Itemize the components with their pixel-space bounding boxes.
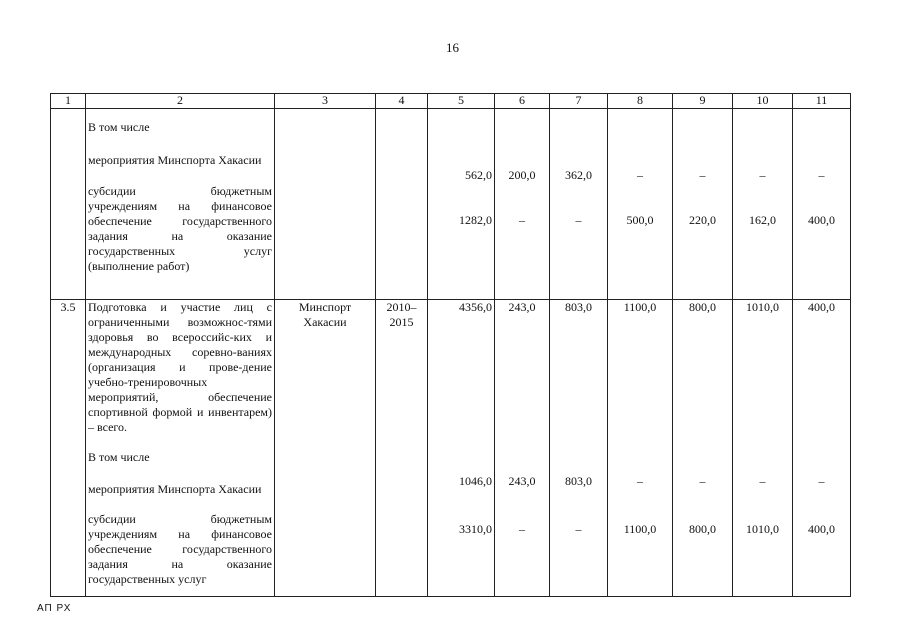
footer-mark: АП РХ — [37, 603, 72, 614]
value-cell: 562,0 1282,0 — [428, 109, 495, 300]
row-number-cell — [51, 109, 86, 300]
executor-cell: Минспорт Хакасии — [275, 300, 376, 597]
col-header: 3 — [275, 94, 376, 109]
subitem-text: мероприятия Минспорта Хакасии — [88, 482, 262, 496]
value-cell: 1100,0 – 1100,0 — [608, 300, 673, 597]
program-table — [50, 93, 851, 597]
value-cell: – 400,0 — [793, 109, 851, 300]
including-label: В том числе — [88, 450, 150, 464]
description-cell — [86, 109, 275, 300]
page-number: 16 — [446, 40, 459, 55]
col-header: 6 — [495, 94, 550, 109]
col-header: 8 — [608, 94, 673, 109]
including-label: В том числе — [88, 120, 150, 134]
executor-cell — [275, 109, 376, 300]
period-cell: 2010–2015 — [376, 300, 428, 597]
value-cell: 362,0 – — [550, 109, 608, 300]
col-header: 9 — [673, 94, 733, 109]
table-row — [51, 109, 851, 300]
header-row — [51, 94, 851, 109]
value-cell: 800,0 – 800,0 — [673, 300, 733, 597]
description-cell — [86, 300, 275, 597]
period-cell — [376, 109, 428, 300]
value-cell: 4356,0 1046,0 3310,0 — [428, 300, 495, 597]
col-header: 11 — [793, 94, 851, 109]
value-cell: – 220,0 — [673, 109, 733, 300]
value-cell: 803,0 803,0 – — [550, 300, 608, 597]
subitem-text: субсидии бюджетным учреждениям на финансовое обеспечение государственного задания на оказание государственных услуг — [88, 512, 272, 586]
col-header: 4 — [376, 94, 428, 109]
subitem-text: мероприятия Минспорта Хакасии — [88, 153, 262, 167]
value-cell: 1010,0 – 1010,0 — [733, 300, 793, 597]
subitem-text: субсидии бюджетным учреждениям на финансовое обеспечение государственного задания на оказание государственных услуг (выполнение работ) — [88, 184, 272, 273]
value-cell: 200,0 – — [495, 109, 550, 300]
value-cell: – 500,0 — [608, 109, 673, 300]
col-header: 10 — [733, 94, 793, 109]
table-row — [51, 300, 851, 597]
item-text: Подготовка и участие лиц с ограниченными возможнос-тями здоровья во всероссийс-ких и международных соревно-ваниях (организация и прове-дение учебно-тренировочных мероприятий, обеспечение спортивной формой и инвентарем) – всего. — [88, 300, 272, 434]
value-cell: 243,0 243,0 – — [495, 300, 550, 597]
col-header: 2 — [86, 94, 275, 109]
row-number-cell: 3.5 — [51, 300, 86, 597]
value-cell: – 162,0 — [733, 109, 793, 300]
value-cell: 400,0 – 400,0 — [793, 300, 851, 597]
col-header: 7 — [550, 94, 608, 109]
col-header: 1 — [51, 94, 86, 109]
col-header: 5 — [428, 94, 495, 109]
